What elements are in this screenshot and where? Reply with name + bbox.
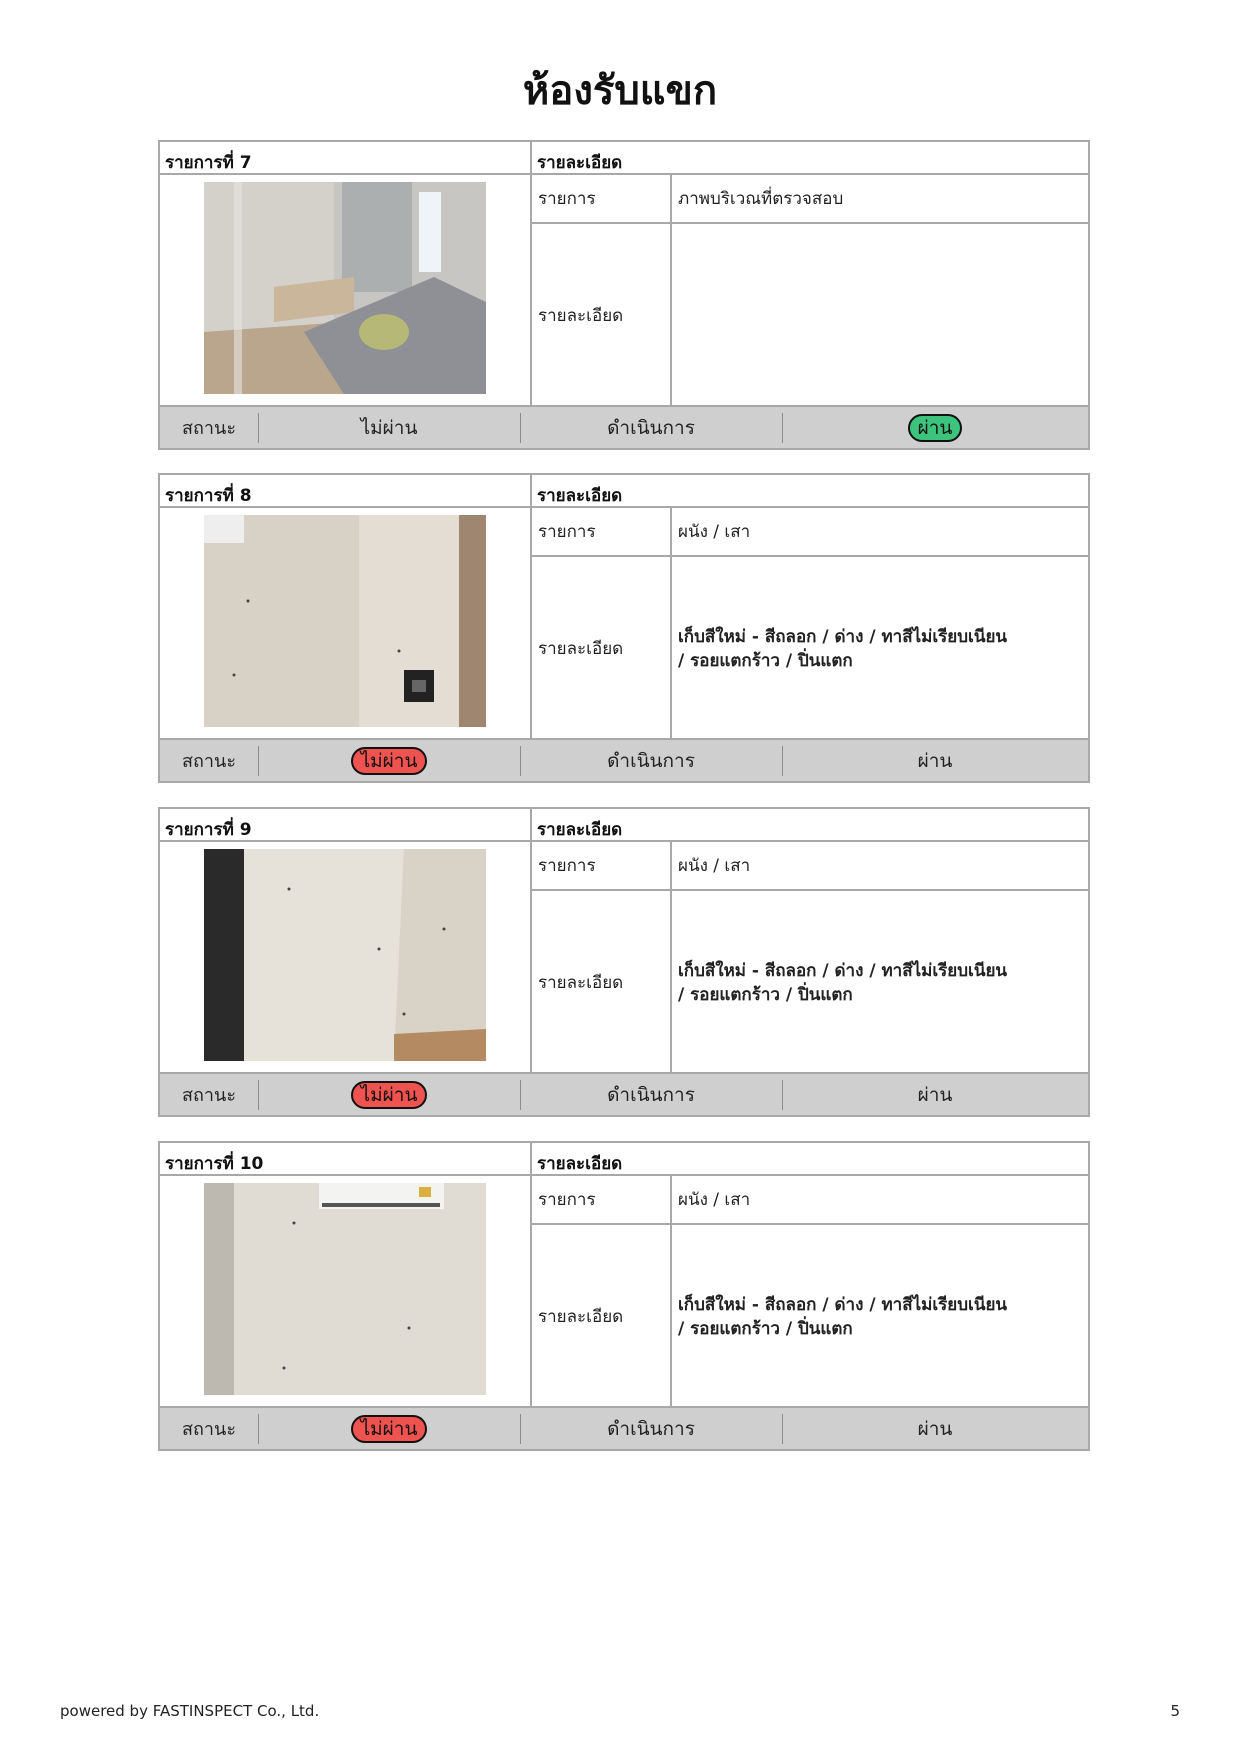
status-label: สถานะ — [182, 418, 236, 439]
in-progress-label: ดำเนินการ — [607, 416, 695, 439]
inspection-item-10 — [158, 1141, 1090, 1451]
item-value: ภาพบริเวณที่ตรวจสอบ — [672, 175, 1088, 224]
status-pass-option[interactable] — [782, 407, 1088, 448]
status-pass-option[interactable] — [782, 1408, 1088, 1449]
status-in-progress-option[interactable] — [520, 740, 782, 781]
fail-label-selected: ไม่ผ่าน — [351, 747, 428, 775]
wall-photo[interactable] — [204, 515, 486, 727]
detail-label: รายละเอียด — [532, 891, 672, 1074]
item-number-header: รายการที่ 7 — [160, 142, 532, 175]
page-title: ห้องรับแขก — [522, 68, 718, 114]
status-fail-option[interactable] — [258, 1408, 520, 1449]
detail-value — [672, 891, 1088, 1074]
status-bar — [160, 1406, 1088, 1449]
item-label: รายการ — [532, 175, 672, 224]
status-in-progress-option[interactable] — [520, 407, 782, 448]
status-bar — [160, 738, 1088, 781]
wall-photo[interactable] — [204, 1183, 486, 1395]
status-label: สถานะ — [182, 751, 236, 772]
detail-header: รายละเอียด — [532, 142, 1088, 175]
status-fail-option[interactable] — [258, 740, 520, 781]
status-fail-option[interactable] — [258, 407, 520, 448]
footer-credit: powered by FASTINSPECT Co., Ltd. — [60, 1702, 320, 1720]
item-label: รายการ — [532, 1176, 672, 1225]
pass-label: ผ่าน — [917, 749, 953, 772]
detail-text: เก็บสีใหม่ - สีถลอก / ด่าง / ทาสีไม่เรียบเนียน / รอยแตกร้าว / ปิ่นแตก — [678, 1294, 1008, 1339]
detail-label: รายละเอียด — [532, 224, 672, 407]
status-pass-option[interactable] — [782, 740, 1088, 781]
status-in-progress-option[interactable] — [520, 1408, 782, 1449]
fail-label: ไม่ผ่าน — [360, 416, 418, 439]
photo-cell — [160, 842, 532, 1074]
pass-label: ผ่าน — [917, 1083, 953, 1106]
item-label: รายการ — [532, 842, 672, 891]
detail-label: รายละเอียด — [532, 1225, 672, 1408]
detail-label: รายละเอียด — [532, 557, 672, 740]
item-number-header: รายการที่ 9 — [160, 809, 532, 842]
status-label: สถานะ — [182, 1419, 236, 1440]
in-progress-label: ดำเนินการ — [607, 1083, 695, 1106]
item-value: ผนัง / เสา — [672, 842, 1088, 891]
fail-label-selected: ไม่ผ่าน — [351, 1081, 428, 1109]
item-value: ผนัง / เสา — [672, 1176, 1088, 1225]
photo-cell — [160, 508, 532, 740]
item-value: ผนัง / เสา — [672, 508, 1088, 557]
status-pass-option[interactable] — [782, 1074, 1088, 1115]
detail-header: รายละเอียด — [532, 475, 1088, 508]
item-number-header: รายการที่ 10 — [160, 1143, 532, 1176]
pass-label-selected: ผ่าน — [908, 414, 963, 442]
status-in-progress-option[interactable] — [520, 1074, 782, 1115]
page-number: 5 — [1170, 1702, 1180, 1720]
photo-cell — [160, 1176, 532, 1408]
inspection-item-8 — [158, 473, 1090, 783]
detail-text: เก็บสีใหม่ - สีถลอก / ด่าง / ทาสีไม่เรียบเนียน / รอยแตกร้าว / ปิ่นแตก — [678, 960, 1008, 1005]
detail-header: รายละเอียด — [532, 1143, 1088, 1176]
inspection-item-9 — [158, 807, 1090, 1117]
detail-value — [672, 224, 1088, 407]
status-bar — [160, 405, 1088, 448]
detail-value — [672, 557, 1088, 740]
detail-value — [672, 1225, 1088, 1408]
item-number-header: รายการที่ 8 — [160, 475, 532, 508]
in-progress-label: ดำเนินการ — [607, 749, 695, 772]
fail-label-selected: ไม่ผ่าน — [351, 1415, 428, 1443]
status-bar — [160, 1072, 1088, 1115]
status-fail-option[interactable] — [258, 1074, 520, 1115]
status-label: สถานะ — [182, 1085, 236, 1106]
photo-cell — [160, 175, 532, 407]
pass-label: ผ่าน — [917, 1417, 953, 1440]
inspection-item-7 — [158, 140, 1090, 450]
detail-text: เก็บสีใหม่ - สีถลอก / ด่าง / ทาสีไม่เรียบเนียน / รอยแตกร้าว / ปิ่นแตก — [678, 626, 1008, 671]
room-photo[interactable] — [204, 182, 486, 394]
in-progress-label: ดำเนินการ — [607, 1417, 695, 1440]
item-label: รายการ — [532, 508, 672, 557]
wall-photo[interactable] — [204, 849, 486, 1061]
detail-header: รายละเอียด — [532, 809, 1088, 842]
